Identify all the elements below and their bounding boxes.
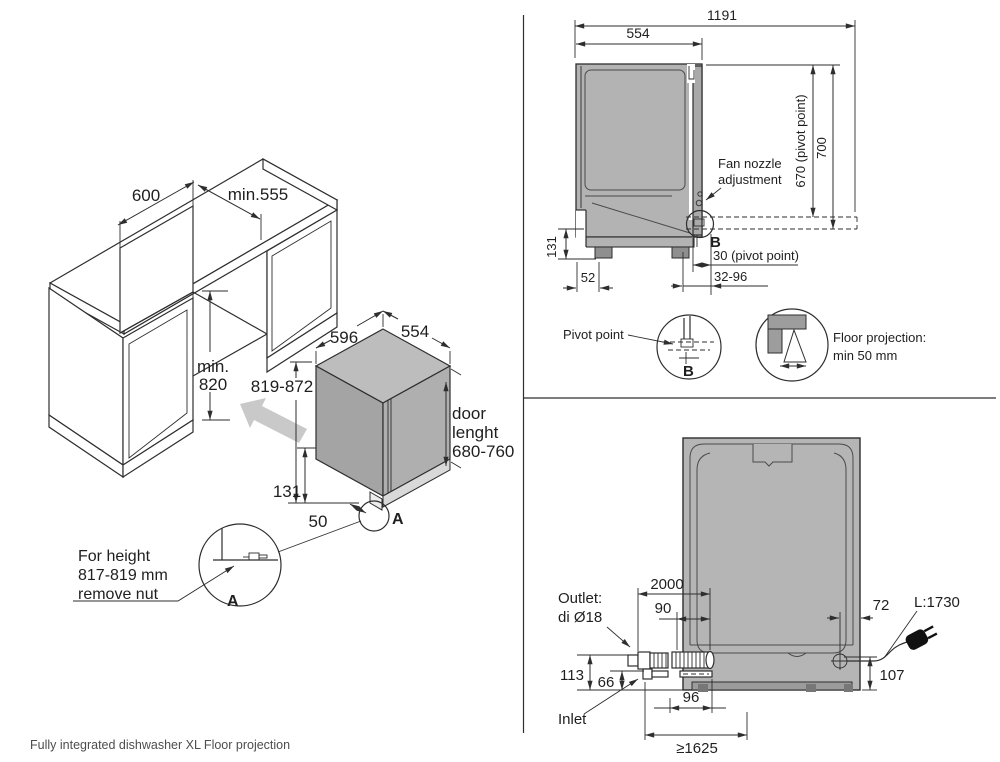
floor-projection-detail [756, 309, 926, 381]
dim-107-label: 107 [879, 667, 905, 684]
floor-projection-label-2: min 50 mm [833, 348, 898, 363]
fan-nozzle-label-2: adjustment [718, 172, 782, 187]
outlet-label-1: Outlet: [558, 590, 603, 607]
drain-hose [628, 652, 714, 670]
detail-a-ref-label: A [392, 511, 404, 528]
dim-670-label: 670 (pivot point) [793, 94, 808, 188]
door-length-label-1: door [452, 404, 487, 423]
detail-a-circle [199, 524, 281, 606]
dim-dw-plinth-label: 131 [272, 482, 302, 501]
power-plug-icon [904, 623, 939, 652]
dim-52 [563, 262, 613, 292]
dim-554-side-label: 554 [626, 25, 650, 41]
side-section-view [544, 7, 857, 295]
side-door [693, 66, 702, 235]
dim-dw-recess-label: 50 [308, 512, 328, 531]
dim-554-side [576, 25, 702, 60]
detail-a-label: A [227, 593, 239, 610]
dim-dw-plinth-recess [309, 504, 366, 531]
dim-dw-width-label: 596 [329, 328, 359, 347]
outlet-leader [607, 627, 630, 647]
dim-1191-label: 1191 [706, 7, 738, 23]
dim-90-label: 90 [654, 600, 672, 617]
pivot-point-detail [563, 315, 721, 380]
dim-opening-height-label-1: min. [196, 357, 230, 376]
door-length-label-3: 680-760 [452, 442, 515, 461]
dim-52-label: 52 [580, 270, 596, 285]
dim-2000-label: 2000 [650, 576, 684, 593]
outlet-label-2: di Ø18 [558, 609, 603, 626]
side-base [586, 237, 694, 247]
opening-floor-right-edge [193, 292, 267, 334]
dim-96-label: 96 [682, 689, 700, 706]
dim-670 [793, 65, 813, 217]
projection-wedge [784, 330, 806, 362]
note-line-1: For height [78, 548, 151, 565]
floor-projection-label-1: Floor projection: [833, 330, 927, 345]
inlet-label: Inlet [558, 711, 587, 728]
dim-opening-depth-label: min.555 [227, 185, 289, 204]
side-body [576, 64, 702, 237]
front-roller [672, 247, 689, 258]
foot-left [698, 684, 708, 692]
foot-section-gray [768, 329, 782, 353]
note-line-2: 817-819 mm [78, 567, 168, 584]
dim-700 [814, 65, 833, 229]
dim-opening-height-label-2: 820 [198, 375, 228, 394]
dim-dw-plinth-height [273, 448, 316, 503]
dim-30-label: 30 (pivot point) [713, 248, 799, 263]
dim-66 [598, 671, 644, 691]
dim-131-side-label: 131 [544, 236, 559, 258]
open-door-projection [686, 217, 857, 229]
detail-a-view [73, 521, 361, 610]
pivot-detail-nut [681, 339, 693, 347]
note-line-3: remove nut [78, 586, 159, 603]
dim-door-length [446, 369, 514, 468]
door-section-gray [768, 315, 806, 329]
inlet-hose [643, 669, 712, 679]
cabinet-isometric-view [49, 159, 337, 477]
dim-700-label: 700 [814, 137, 829, 159]
dim-72-label: 72 [872, 597, 890, 614]
dim-1625-label: ≥1625 [676, 740, 718, 757]
foot-middle [806, 684, 816, 692]
fan-nozzle-leader [706, 188, 721, 200]
leveling-nut [249, 553, 259, 560]
page-caption: Fully integrated dishwasher XL Floor projection [30, 738, 291, 752]
dim-113-label: 113 [560, 667, 584, 684]
dim-32-96-label: 32-96 [714, 269, 748, 284]
dim-66-label: 66 [597, 674, 615, 691]
insertion-direction-arrow [240, 398, 307, 443]
pivot-detail-label: B [683, 363, 694, 380]
pivot-ref-label: B [710, 234, 721, 251]
kick-strip [692, 682, 852, 690]
dim-opening-width-label: 600 [131, 186, 161, 205]
back-view [558, 438, 960, 757]
rear-foot [595, 247, 612, 258]
foot-right [844, 684, 853, 692]
dim-dw-height-label: 819-872 [250, 377, 314, 396]
dim-dw-depth-label: 554 [400, 322, 430, 341]
pivot-point-leader [628, 335, 673, 344]
fan-nozzle-label-1: Fan nozzle [718, 156, 782, 171]
cord-length-label: L:1730 [914, 594, 960, 611]
pivot-point-title: Pivot point [563, 327, 624, 342]
door-length-label-2: lenght [452, 423, 499, 442]
